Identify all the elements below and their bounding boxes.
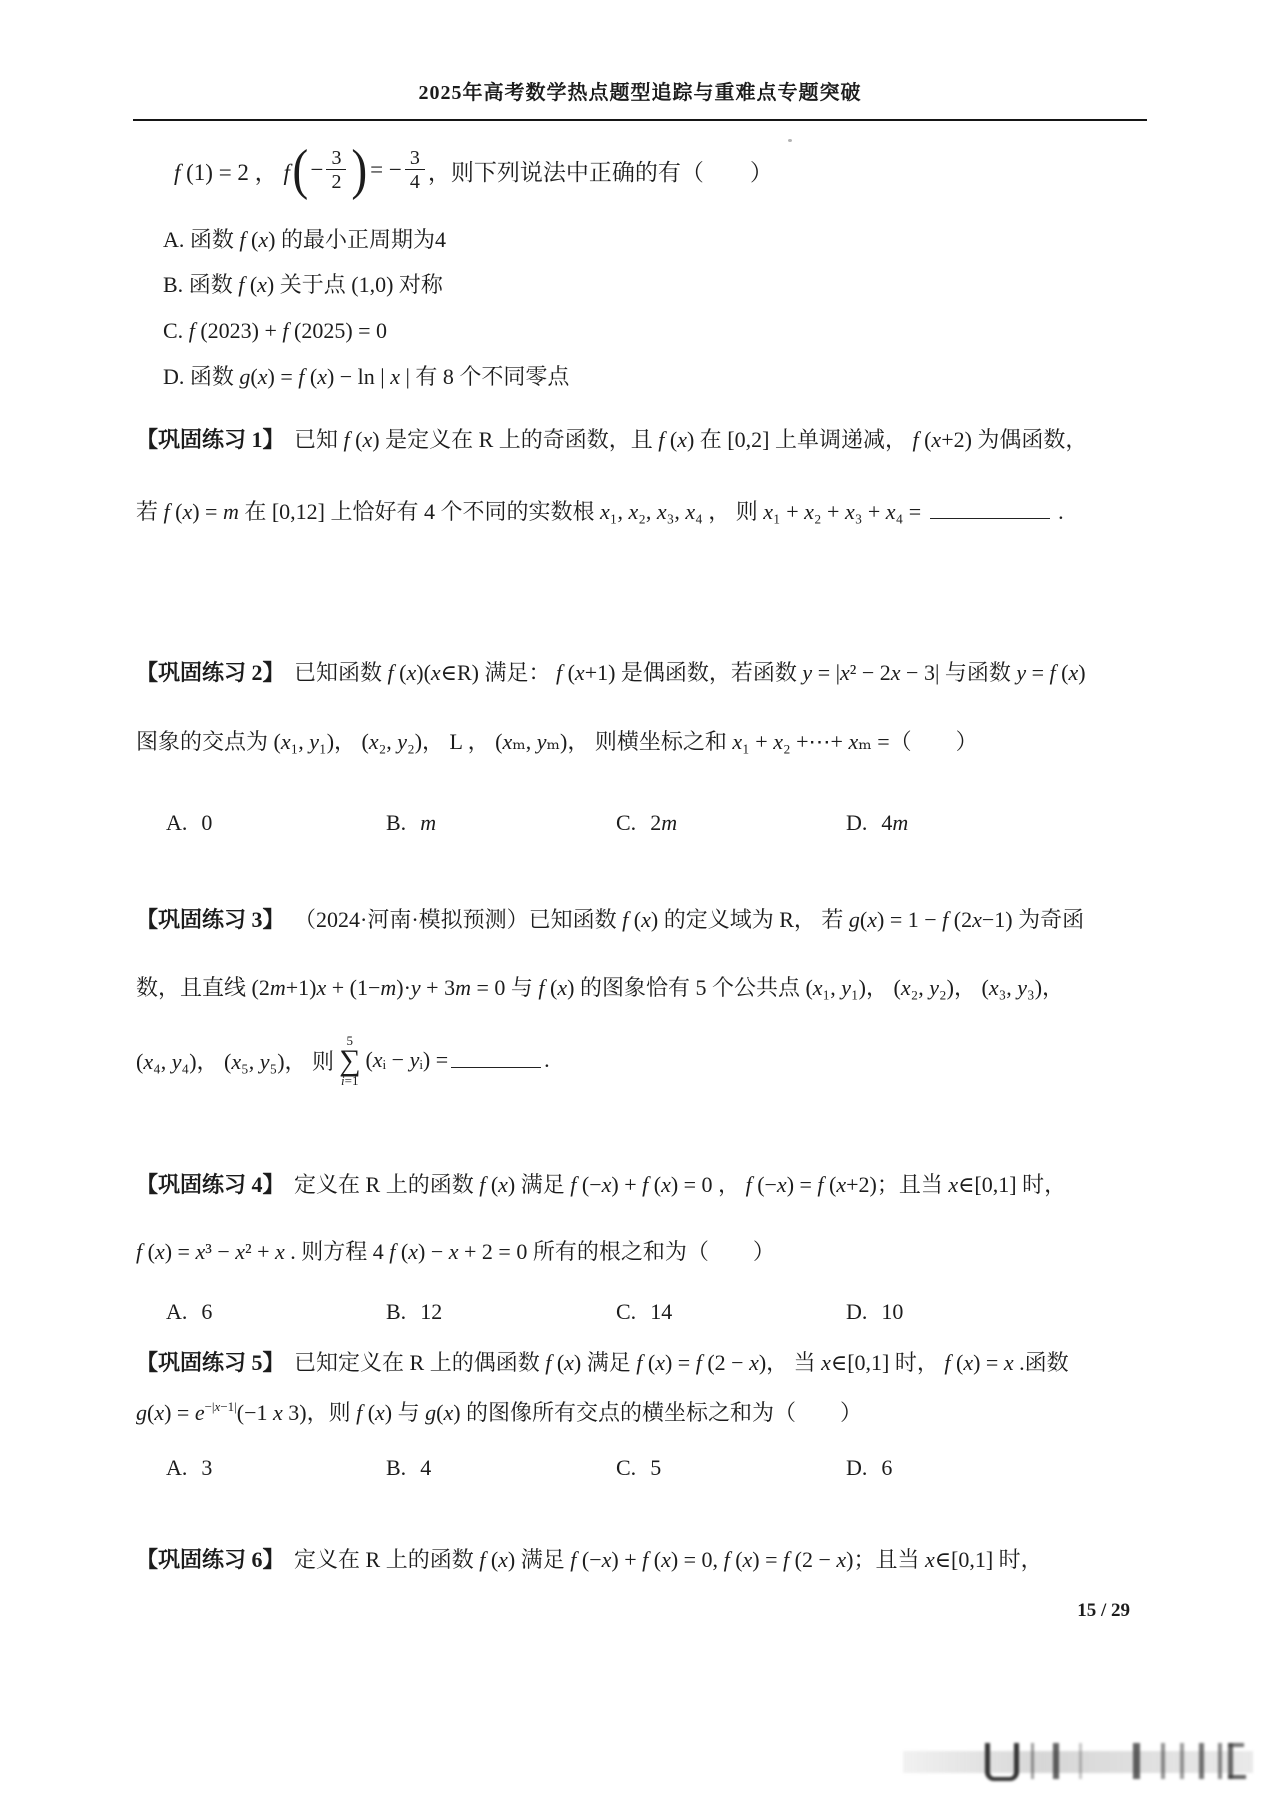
option-c: C. 5 xyxy=(616,1455,662,1480)
exercise3-tag: 【巩固练习 3】 xyxy=(136,907,285,932)
exercise2-tag: 【巩固练习 2】 xyxy=(136,660,285,685)
exercise4-line2: f (x) = x³ − x² + x . 则方程 4 f (x) − x + 2 = 0 所有的根之和为（ ） xyxy=(136,1239,775,1264)
exercise6-line1: 【巩固练习 6】 定义在 R 上的函数 f (x) 满足 f (−x) + f (x) = 0, f (x) = f (2 − x)；且当 x∈[0,1] 时， xyxy=(136,1547,1043,1572)
option-b: B. 4 xyxy=(386,1455,432,1480)
option-b: B. 12 xyxy=(386,1299,443,1324)
summation-symbol: 5 ∑ i=1 xyxy=(339,1032,361,1088)
exercise5-line2: $g(x) = e^{-|x-1|}(-1$ x 3)，则 f (x) 与 g(x) 的图像所有交点的横坐标之和为（ ） xyxy=(136,1399,863,1425)
exercise4-tag: 【巩固练习 4】 xyxy=(136,1172,285,1197)
fraction-3-2: $\frac{3}{2}$ xyxy=(326,147,346,193)
scan-artifact xyxy=(903,1737,1253,1785)
problem0-statement xyxy=(174,132,773,208)
option-d: D. 6 xyxy=(846,1455,893,1480)
exercise3-line2: 数，且直线 (2m+1)x + (1−m)·y + 3m = 0 与 f (x) 的图象恰有 5 个公共点 (x₁, y₁)， (x₂, y₂)， (x₃, y₃)， xyxy=(136,975,1065,1000)
option-d: D. 10 xyxy=(846,1299,904,1324)
page-number: 15 / 29 xyxy=(1077,1600,1130,1621)
formula-post: ，则下列说法中正确的有（ ） xyxy=(427,159,773,185)
exercise1-line1: 【巩固练习 1】 已知 f (x) 是定义在 R 上的奇函数，且 f (x) 在 [0,2] 上单调递减， f (x+2) 为偶函数， xyxy=(136,427,1088,452)
exercise3-line1: 【巩固练习 3】 （2024·河南·模拟预测）已知函数 f (x) 的定义域为 R， 若 g(x) = 1 − f (2x−1) 为奇函 xyxy=(136,907,1085,932)
option-a: A. 函数 f (x) 的最小正周期为4 xyxy=(163,227,446,252)
exercise5-tag: 【巩固练习 5】 xyxy=(136,1350,285,1375)
big-paren-open: ( xyxy=(292,139,309,201)
exercise1-tag: 【巩固练习 1】 xyxy=(136,427,285,452)
exercise6-tag: 【巩固练习 6】 xyxy=(136,1547,285,1572)
option-d: D. 4m xyxy=(846,810,909,835)
option-b: B. m xyxy=(386,810,437,835)
exercise3-line3: (x₄, y₄)， (x₅, y₅)， 则 5 ∑ i=1 (xᵢ − yᵢ) = . xyxy=(136,1032,550,1088)
exercise5-line1: 【巩固练习 5】 已知定义在 R 上的偶函数 f (x) 满足 f (x) = f (2 − x)， 当 x∈[0,1] 时， f (x) = x .函数 xyxy=(136,1350,1069,1375)
big-paren-close: ) xyxy=(351,139,368,201)
answer-blank xyxy=(451,1052,541,1068)
exercise2-options xyxy=(136,808,1150,838)
option-a: A. 6 xyxy=(166,1299,213,1324)
option-b: B. 函数 f (x) 关于点 (1,0) 对称 xyxy=(163,272,443,297)
answer-blank xyxy=(930,503,1050,519)
exercise2-line1: 【巩固练习 2】 已知函数 f (x)(x∈R) 满足： f (x+1) 是偶函数，若函数 y = |x² − 2x − 3| 与函数 y = f (x) xyxy=(136,660,1086,685)
option-a: A. 0 xyxy=(166,810,213,835)
exercise4-line1: 【巩固练习 4】 定义在 R 上的函数 f (x) 满足 f (−x) + f (x) = 0 ， f (−x) = f (x+2)；且当 x∈[0,1] 时， xyxy=(136,1172,1067,1197)
exercise1-line2: 若 f (x) = m 在 [0,12] 上恰好有 4 个不同的实数根 x₁, x₂, x₃, x₄ ， 则 x₁ + x₂ + x₃ + x₄ = . xyxy=(136,499,1064,524)
exercise4-options xyxy=(136,1297,1150,1327)
equals-part: = − xyxy=(370,157,402,182)
page-header-title: 2025年高考数学热点题型追踪与重难点专题突破 xyxy=(418,82,862,104)
fraction-3-4: $\frac{3}{4}$ xyxy=(405,147,425,193)
option-a: A. 3 xyxy=(166,1455,213,1480)
option-c: C. f (2023) + f (2025) = 0 xyxy=(163,318,388,343)
option-c: C. 14 xyxy=(616,1299,673,1324)
formula-pre: f (1) = 2 ， f xyxy=(174,159,290,185)
exponent: −|x−1| xyxy=(204,1399,237,1414)
exercise5-options xyxy=(136,1453,1150,1483)
header-rule xyxy=(133,119,1147,121)
option-c: C. 2m xyxy=(616,810,678,835)
exercise2-line2: 图象的交点为 (x₁, y₁)， (x₂, y₂)， L ， (xₘ, yₘ)， 则横坐标之和 x₁ + x₂ +⋯+ xₘ =（ ） xyxy=(136,729,978,754)
minus-sign: − xyxy=(310,157,324,182)
scan-speck xyxy=(788,139,792,142)
option-d: D. 函数 g(x) = f (x) − ln | x | 有 8 个不同零点 xyxy=(163,364,570,389)
